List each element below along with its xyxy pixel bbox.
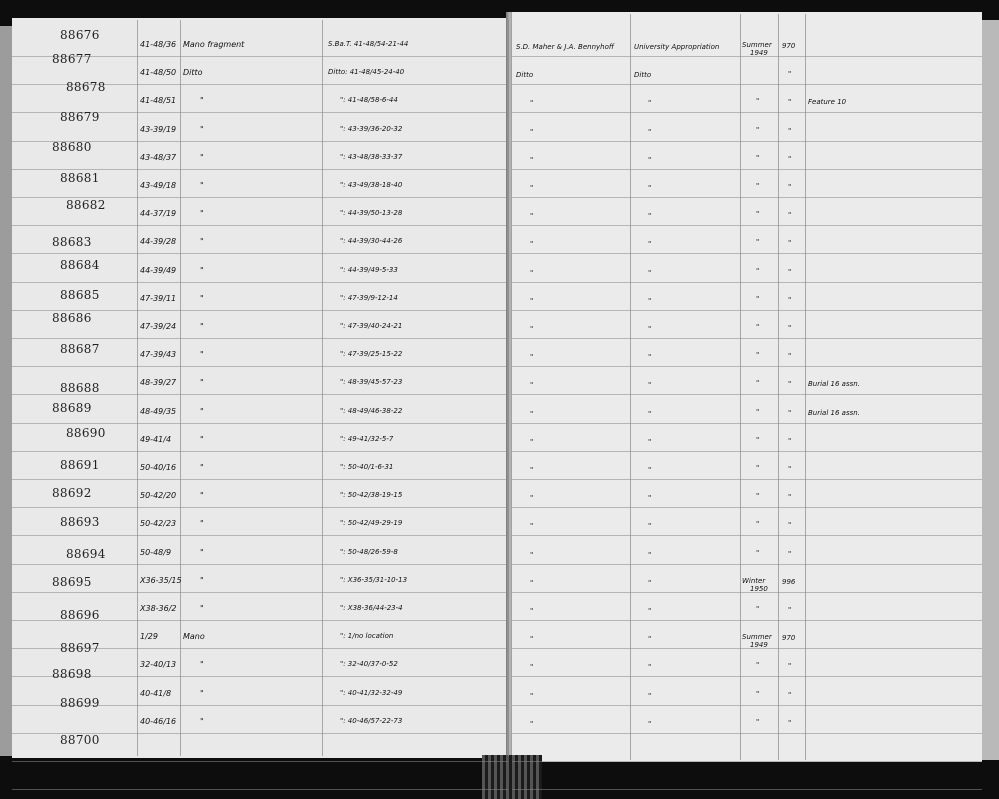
season: " (756, 661, 760, 669)
catalog-number: 88697 (60, 641, 100, 655)
acquisition-source: " (648, 692, 652, 700)
season: " (756, 605, 760, 613)
remarks: Feature 10 (808, 98, 847, 106)
provenience-location: ": 50-42/38-19-15 (340, 491, 403, 499)
provenience-location: ": 44-39/49-5-33 (340, 266, 398, 274)
row-rule-right (512, 253, 982, 254)
row-rule-right (512, 56, 982, 57)
row-rule-left (12, 479, 508, 480)
row-rule-left (12, 225, 508, 226)
catalog-number: 88689 (52, 401, 92, 415)
collector: " (530, 635, 534, 643)
accession-number: 970 (782, 42, 796, 50)
accession-number: " (788, 719, 792, 727)
season: " (756, 436, 760, 444)
catalog-number: 88678 (66, 80, 106, 94)
catalog-number: 88691 (60, 458, 100, 472)
accession-number: " (788, 70, 792, 78)
acquisition-source: " (648, 128, 652, 136)
provenience-location: Ditto: 41-48/45-24-40 (328, 68, 405, 76)
accession-number: " (788, 493, 792, 501)
row-rule-right (512, 338, 982, 339)
field-number: X36-35/15 (140, 576, 182, 585)
collector: " (530, 579, 534, 587)
row-rule-left (12, 338, 508, 339)
row-rule-right (512, 705, 982, 706)
field-number: 47-39/24 (140, 322, 177, 331)
row-rule-right (512, 479, 982, 480)
remarks: Burial 16 assn. (808, 380, 860, 388)
collector: " (530, 551, 534, 559)
accession-number: " (788, 239, 792, 247)
provenience-location: ": X38-36/44-23-4 (340, 604, 403, 612)
accession-number: " (788, 409, 792, 417)
season: " (756, 154, 760, 162)
catalog-number: 88682 (66, 198, 106, 212)
catalog-number: 88699 (60, 696, 100, 710)
object-description: " (200, 519, 204, 528)
provenience-location: ": 48-49/46-38-22 (340, 407, 403, 415)
provenience-location: ": 40-41/32-32-49 (340, 689, 403, 697)
season: " (756, 126, 760, 134)
acquisition-source: " (648, 466, 652, 474)
column-rule-left-1 (180, 20, 181, 756)
provenience-location: ": X36-35/31-10-13 (340, 576, 408, 584)
row-rule-right (512, 451, 982, 452)
season: " (756, 690, 760, 698)
provenience-location: ": 43-39/36-20-32 (340, 125, 403, 133)
accession-number: " (788, 437, 792, 445)
object-description: " (200, 717, 204, 726)
row-rule-left (12, 789, 508, 790)
provenience-location: ": 50-40/1-6-31 (340, 463, 394, 471)
season: " (756, 549, 760, 557)
catalog-number: 88681 (60, 171, 100, 185)
accession-number: " (788, 465, 792, 473)
accession-number: " (788, 550, 792, 558)
object-description: " (200, 96, 204, 105)
collector: " (530, 522, 534, 530)
field-number: 50-42/20 (140, 491, 177, 500)
season: Summer (742, 633, 772, 641)
accession-number: " (788, 296, 792, 304)
accession-number: " (788, 662, 792, 670)
season: " (756, 718, 760, 726)
catalog-number: 88690 (66, 426, 106, 440)
collector: " (530, 381, 534, 389)
provenience-location: ": 41-48/58-6-44 (340, 96, 398, 104)
accession-number: " (788, 155, 792, 163)
provenience-location: ": 1/no location (340, 632, 394, 640)
field-number: 40-46/16 (140, 717, 177, 726)
accession-number: " (788, 268, 792, 276)
column-rule-left-0 (137, 20, 138, 756)
object-description: " (200, 548, 204, 557)
acquisition-source: " (648, 607, 652, 615)
accession-number: " (788, 352, 792, 360)
row-rule-right (512, 423, 982, 424)
row-rule-right (512, 282, 982, 283)
row-rule-right (512, 789, 982, 790)
field-number: 44-39/28 (140, 237, 177, 246)
object-description: Mano (183, 632, 205, 641)
object-description: " (200, 350, 204, 359)
season: " (756, 210, 760, 218)
field-number: 43-49/18 (140, 181, 177, 190)
acquisition-source: " (648, 212, 652, 220)
catalog-number: 88687 (60, 342, 100, 356)
provenience-location: ": 44-39/30-44-26 (340, 237, 403, 245)
season: " (756, 182, 760, 190)
catalog-number: 88700 (60, 733, 100, 747)
acquisition-source: " (648, 381, 652, 389)
row-rule-right (512, 112, 982, 113)
accession-number: " (788, 324, 792, 332)
object-description: " (200, 209, 204, 218)
field-number: 49-41/4 (140, 435, 172, 444)
provenience-location: ": 44-39/50-13-28 (340, 209, 403, 217)
collector: " (530, 240, 534, 248)
field-number: 50-40/16 (140, 463, 177, 472)
object-description: " (200, 660, 204, 669)
object-description: " (200, 576, 204, 585)
acquisition-source: " (648, 325, 652, 333)
row-rule-right (512, 225, 982, 226)
provenience-location: ": 40-46/57-22-73 (340, 717, 403, 725)
catalog-number: 88686 (52, 311, 92, 325)
row-rule-left (12, 423, 508, 424)
acquisition-source: " (648, 410, 652, 418)
row-rule-left (12, 592, 508, 593)
season: Summer (742, 41, 772, 49)
accession-number: " (788, 183, 792, 191)
object-description: " (200, 237, 204, 246)
row-rule-right (512, 648, 982, 649)
accession-number: 970 (782, 634, 796, 642)
year: 1949 (750, 49, 768, 57)
right-page-edge (982, 20, 999, 760)
row-rule-left (12, 169, 508, 170)
acquisition-source: " (648, 522, 652, 530)
acquisition-source: Ditto (634, 71, 652, 79)
field-number: 41-48/51 (140, 96, 177, 105)
field-number: X38-36/2 (140, 604, 177, 613)
accession-number: " (788, 380, 792, 388)
provenience-location: ": 49-41/32-5-7 (340, 435, 394, 443)
object-description: " (200, 266, 204, 275)
row-rule-right (512, 761, 982, 762)
acquisition-source: " (648, 184, 652, 192)
season: " (756, 267, 760, 275)
provenience-location: ": 43-48/38-33-37 (340, 153, 403, 161)
catalog-number: 88693 (60, 515, 100, 529)
row-rule-left (12, 253, 508, 254)
left-page-edge (0, 26, 12, 756)
catalog-number: 88676 (60, 28, 100, 42)
season: " (756, 97, 760, 105)
ledger-right-page (512, 12, 982, 762)
season: " (756, 520, 760, 528)
catalog-number: 88692 (52, 486, 92, 500)
row-rule-right (512, 620, 982, 621)
remarks: Burial 16 assn. (808, 409, 860, 417)
field-number: 47-39/43 (140, 350, 177, 359)
row-rule-right (512, 535, 982, 536)
acquisition-source: " (648, 635, 652, 643)
acquisition-source: University Appropriation (634, 43, 720, 51)
catalog-number: 88680 (52, 140, 92, 154)
collector: " (530, 466, 534, 474)
row-rule-left (12, 564, 508, 565)
row-rule-left (12, 282, 508, 283)
object-description: " (200, 689, 204, 698)
field-number: 47-39/11 (140, 294, 177, 303)
catalog-number: 88688 (60, 381, 100, 395)
collector: S.D. Maher & J.A. Bennyhoff (516, 43, 614, 51)
object-description: " (200, 125, 204, 134)
season: " (756, 408, 760, 416)
collector: " (530, 410, 534, 418)
catalog-number: 88694 (66, 547, 106, 561)
collector: " (530, 99, 534, 107)
object-description: " (200, 463, 204, 472)
row-rule-right (512, 676, 982, 677)
collector: " (530, 156, 534, 164)
object-description: " (200, 322, 204, 331)
acquisition-source: " (648, 297, 652, 305)
field-number: 40-41/8 (140, 689, 172, 698)
accession-number: " (788, 127, 792, 135)
row-rule-left (12, 507, 508, 508)
field-number: 48-39/27 (140, 378, 177, 387)
provenience-location: ": 43-49/38-18-40 (340, 181, 403, 189)
acquisition-source: " (648, 353, 652, 361)
season: " (756, 351, 760, 359)
row-rule-right (512, 366, 982, 367)
acquisition-source: " (648, 494, 652, 502)
acquisition-source: " (648, 99, 652, 107)
object-description: " (200, 378, 204, 387)
collector: " (530, 269, 534, 277)
collector: Ditto (516, 71, 534, 79)
catalog-number: 88698 (52, 667, 92, 681)
collector: " (530, 353, 534, 361)
collector: " (530, 720, 534, 728)
row-rule-right (512, 394, 982, 395)
row-rule-right (512, 564, 982, 565)
row-rule-right (512, 84, 982, 85)
catalog-number: 88684 (60, 258, 100, 272)
collector: " (530, 128, 534, 136)
object-description: " (200, 604, 204, 613)
year: 1949 (750, 641, 768, 649)
season: " (756, 379, 760, 387)
row-rule-right (512, 592, 982, 593)
acquisition-source: " (648, 551, 652, 559)
year: 1950 (750, 585, 768, 593)
accession-number: 996 (782, 578, 796, 586)
collector: " (530, 297, 534, 305)
accession-number: " (788, 211, 792, 219)
provenience-location: S.Ba.T. 41-48/54-21-44 (328, 40, 409, 48)
row-rule-right (512, 507, 982, 508)
field-number: 44-37/19 (140, 209, 177, 218)
object-description: " (200, 491, 204, 500)
object-description: " (200, 407, 204, 416)
season: " (756, 238, 760, 246)
catalog-number: 88679 (60, 110, 100, 124)
collector: " (530, 325, 534, 333)
field-number: 41-48/50 (140, 68, 177, 77)
catalog-number: 88677 (52, 52, 92, 66)
field-number: 43-48/37 (140, 153, 177, 162)
acquisition-source: " (648, 269, 652, 277)
catalog-number: 88685 (60, 288, 100, 302)
accession-number: " (788, 98, 792, 106)
collector: " (530, 438, 534, 446)
provenience-location: ": 50-42/49-29-19 (340, 519, 403, 527)
field-number: 48-49/35 (140, 407, 177, 416)
accession-number: " (788, 691, 792, 699)
object-description: Mano fragment (183, 40, 245, 49)
season: " (756, 323, 760, 331)
collector: " (530, 663, 534, 671)
catalog-number: 88696 (60, 608, 100, 622)
field-number: 50-48/9 (140, 548, 172, 557)
provenience-location: ": 47-39/25-15-22 (340, 350, 403, 358)
row-rule-left (12, 366, 508, 367)
collector: " (530, 494, 534, 502)
column-rule-left-2 (322, 20, 323, 756)
row-rule-right (512, 169, 982, 170)
catalog-number: 88683 (52, 235, 92, 249)
provenience-location: ": 47-39/40-24-21 (340, 322, 403, 330)
acquisition-source: " (648, 156, 652, 164)
accession-number: " (788, 606, 792, 614)
acquisition-source: " (648, 438, 652, 446)
field-number: 43-39/19 (140, 125, 177, 134)
object-description: " (200, 153, 204, 162)
object-description: " (200, 294, 204, 303)
field-number: 41-48/36 (140, 40, 177, 49)
provenience-location: ": 50-48/26-59-8 (340, 548, 398, 556)
acquisition-source: " (648, 579, 652, 587)
catalog-number: 88695 (52, 575, 92, 589)
field-number: 50-42/23 (140, 519, 177, 528)
row-rule-right (512, 310, 982, 311)
accession-number: " (788, 521, 792, 529)
field-number: 44-39/49 (140, 266, 177, 275)
field-number: 1/29 (140, 632, 158, 641)
collector: " (530, 607, 534, 615)
object-description: " (200, 181, 204, 190)
object-description: Ditto (183, 68, 203, 77)
season: " (756, 492, 760, 500)
collector: " (530, 212, 534, 220)
season: " (756, 295, 760, 303)
provenience-location: ": 48-39/45-57-23 (340, 378, 403, 386)
season: " (756, 464, 760, 472)
row-rule-right (512, 733, 982, 734)
season: Winter (742, 577, 766, 585)
row-rule-left (12, 451, 508, 452)
object-description: " (200, 435, 204, 444)
collector: " (530, 692, 534, 700)
collector: " (530, 184, 534, 192)
provenience-location: ": 47-39/9-12-14 (340, 294, 398, 302)
acquisition-source: " (648, 240, 652, 248)
provenience-location: ": 32-40/37-0-52 (340, 660, 398, 668)
row-rule-left (12, 535, 508, 536)
row-rule-right (512, 141, 982, 142)
column-rule-left-3 (508, 20, 509, 756)
acquisition-source: " (648, 720, 652, 728)
acquisition-source: " (648, 663, 652, 671)
row-rule-right (512, 197, 982, 198)
row-rule-left (12, 761, 508, 762)
field-number: 32-40/13 (140, 660, 177, 669)
